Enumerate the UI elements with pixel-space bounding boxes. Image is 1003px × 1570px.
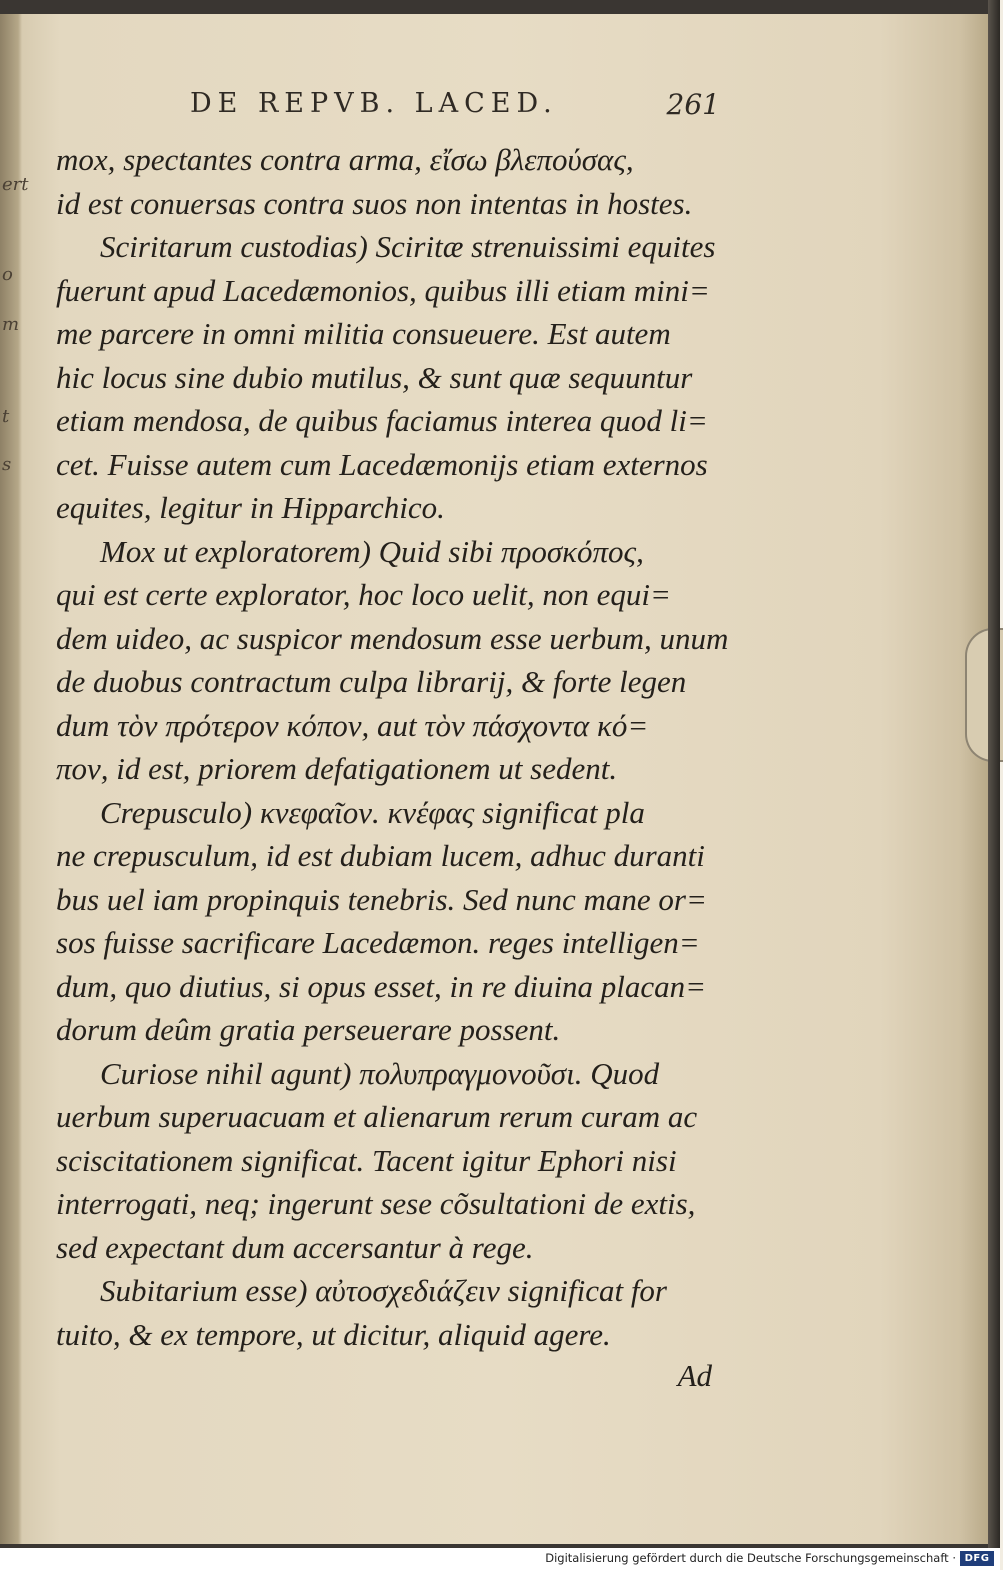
text-line: fuerunt apud Lacedæmonios, quibus illi etiam mini= [56, 272, 710, 308]
text-line: πον, id est, priorem defatigationem ut sedent. [56, 751, 618, 786]
running-head: DE REPVB. LACED. [190, 88, 558, 119]
text-line: ne crepusculum, id est dubiam lucem, adhuc duranti [56, 838, 705, 873]
gutter-mark: m [2, 314, 20, 335]
text-line: hic locus sine dubio mutilus, & sunt quæ sequuntur [56, 359, 693, 395]
dfg-logo: DFG [960, 1551, 994, 1566]
page-header [190, 88, 720, 128]
text-line: dum τὸν πρότερον κόπον, aut τὸν πάσχοντα κό= [56, 707, 649, 743]
text-line: me parcere in omni militia consueuere. Est autem [56, 316, 671, 351]
text-line: sos fuisse sacrificare Lacedæmon. reges intelligen= [56, 925, 700, 960]
text-line: Subitarium esse) αὐτοσχεδιάζειν significat for [100, 1273, 667, 1308]
text-line: dem uideo, ac suspicor mendosum esse uerbum, unum [56, 620, 729, 656]
text-line: Crepusculo) κνεφαῖον. κνέφας significat pla [100, 794, 645, 830]
text-line: cet. Fuisse autem cum Lacedæmonijs etiam externos [56, 446, 708, 482]
text-line: dum, quo diutius, si opus esset, in re diuina placan= [56, 968, 707, 1004]
catchword: Ad [677, 1358, 712, 1393]
text-line: sciscitationem significat. Tacent igitur Ephori nisi [56, 1142, 677, 1178]
gutter-mark: t [2, 406, 10, 427]
gutter-mark: o [2, 264, 13, 285]
text-line: tuito, & ex tempore, ut dicitur, aliquid agere. [56, 1316, 611, 1352]
page-number: 261 [666, 88, 720, 121]
text-line: uerbum superuacuam et alienarum rerum curam ac [56, 1099, 698, 1134]
text-line: de duobus contractum culpa librarij, & forte legen [56, 664, 687, 699]
footer-credit: Digitalisierung gefördert durch die Deutsche Forschungsgemeinschaft · [545, 1551, 956, 1565]
text-line: bus uel iam propinquis tenebris. Sed nunc mane or= [56, 881, 707, 917]
page-edge [988, 0, 1000, 1548]
text-line: id est conuersas contra suos non intentas in hostes. [56, 185, 693, 221]
text-line: equites, legitur in Hipparchico. [56, 490, 445, 525]
body-text [56, 138, 729, 1406]
catchword-line [56, 1356, 726, 1406]
text-line: qui est certe explorator, hoc loco uelit, non equi= [56, 577, 671, 612]
text-line: sed expectant dum accersantur à rege. [56, 1229, 534, 1265]
digitization-footer [0, 1548, 1000, 1570]
text-line: Sciritarum custodias) Sciritæ strenuissimi equites [100, 229, 716, 264]
text-line: etiam mendosa, de quibus faciamus interea quod li= [56, 403, 708, 438]
text-line: mox, spectantes contra arma, εἴσω βλεπούσας, [56, 142, 634, 177]
text-line: interrogati, neq; ingerunt sese cõsultationi de extis, [56, 1186, 696, 1221]
text-line: Mox ut exploratorem) Quid sibi προσκόπος, [100, 533, 644, 569]
gutter-mark: ert [2, 174, 29, 195]
text-line: Curiose nihil agunt) πολυπραγμονοῦσι. Quod [100, 1055, 660, 1091]
page-gutter [0, 14, 29, 1544]
text-line: dorum deûm gratia perseuerare possent. [56, 1012, 561, 1047]
gutter-mark: s [2, 454, 12, 475]
